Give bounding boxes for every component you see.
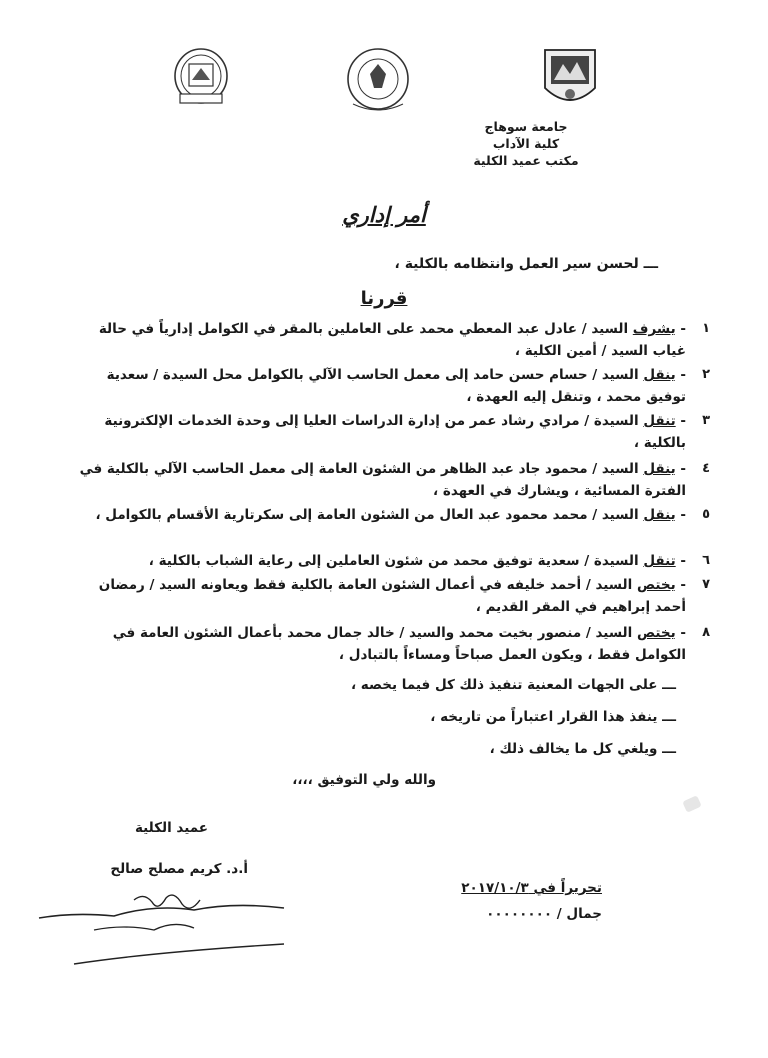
item-text: السيد / محمود جاد عبد الظاهر من الشئون العامة إلى معمل الحاسب الآلي بالكلية في الفترة المسائية ، ويشارك في العهدة ، (79, 461, 686, 499)
item-number: ٨ (702, 625, 710, 640)
decided-heading: قررنا (360, 288, 408, 309)
faculty-name: كلية الآداب (492, 136, 560, 151)
closing-line: ـــ ينفذ هذا القرار اعتباراً من تاريخه ، (430, 709, 676, 725)
faculty-committee-seal (166, 46, 236, 110)
closing-line: ـــ ويلغي كل ما يخالف ذلك ، (489, 741, 676, 757)
item-number: ١ (702, 321, 710, 336)
decision-item: ٨ - يختص السيد / منصور بخيت محمد والسيد / خالد جمال محمد بأعمال الشئون العامة في الكوامل فقط ، ويكون العمل صباحاً ومساءاً بالتبادل ، (66, 622, 686, 666)
decision-item: ٦ - تنقل السيدة / سعدية توفيق محمد من شئون العاملين إلى رعاية الشباب بالكلية ، (66, 550, 686, 572)
item-number: ٢ (702, 367, 710, 382)
item-number: ٧ (702, 577, 710, 592)
decision-item: ٤ - ينقل السيد / محمود جاد عبد الظاهر من الشئون العامة إلى معمل الحاسب الآلي بالكلية في الفترة المسائية ، ويشارك في العهدة ، (66, 458, 686, 502)
document-title: أمر إداري (342, 203, 426, 227)
university-name: جامعة سوهاج (484, 119, 568, 134)
decision-item: ٥ - ينقل السيد / محمد محمود عبد العال من الشئون العامة إلى سكرتارية الأقسام بالكوامل ، (66, 504, 686, 526)
quality-authority-seal (343, 44, 413, 114)
item-verb: يشرف (632, 321, 676, 337)
item-text: السيد / منصور بخيت محمد والسيد / خالد جمال محمد بأعمال الشئون العامة في الكوامل فقط ، ويكون العمل صباحاً ومساءاً بالتبادل ، (112, 625, 686, 663)
decision-item: ١ - يشرف السيد / عادل عبد المعطي محمد على العاملين بالمقر في الكوامل إدارياً في حالة غياب السيد / أمين الكلية ، (66, 318, 686, 362)
blessing: والله ولي التوفيق ،،،، (292, 772, 436, 788)
closing-line: ـــ على الجهات المعنية تنفيذ ذلك كل فيما يخصه ، (350, 677, 676, 693)
decision-item: ٣ - تنقل السيدة / مرادي رشاد عمر من إدارة الدراسات العليا إلى وحدة الخدمات الإلكترونية بالكلية ، (66, 410, 686, 454)
office-name: مكتب عميد الكلية (473, 153, 579, 168)
preamble: ـــ لحسن سير العمل وانتظامه بالكلية ، (394, 256, 658, 272)
date-line: تحريراً في ٢٠١٧/١٠/٣ (461, 880, 602, 896)
item-verb: ينقل (643, 507, 676, 523)
item-text: السيدة / مرادي رشاد عمر من إدارة الدراسات العليا إلى وحدة الخدمات الإلكترونية بالكلية ، (104, 413, 686, 451)
item-verb: يختص (636, 625, 676, 641)
item-text: السيد / أحمد خليفه في أعمال الشئون العامة بالكلية فقط ويعاونه السيد / رمضان أحمد إبراهيم في المقر القديم ، (98, 577, 686, 615)
item-verb: ينقل (643, 461, 676, 477)
item-number: ٤ (702, 461, 710, 476)
header-block (426, 118, 626, 169)
item-verb: تنقل (643, 553, 676, 569)
item-text: السيدة / سعدية توفيق محمد من شئون العاملين إلى رعاية الشباب بالكلية ، (148, 553, 644, 569)
signature-role: عميد الكلية (134, 820, 208, 836)
reference-line: جمال / ٠٠٠٠٠٠٠٠ (486, 906, 602, 922)
item-verb: تنقل (643, 413, 676, 429)
item-text: السيد / محمد محمود عبد العال من الشئون العامة إلى سكرتارية الأقسام بالكوامل ، (95, 507, 644, 523)
paper-mark (682, 795, 702, 813)
item-number: ٦ (702, 553, 710, 568)
item-text: السيد / عادل عبد المعطي محمد على العاملين بالمقر في الكوامل إدارياً في حالة غياب السيد / أمين الكلية ، (98, 321, 686, 359)
handwritten-signature (34, 890, 294, 974)
item-number: ٣ (702, 413, 710, 428)
decision-item: ٢ - ينقل السيد / حسام حسن حامد إلى معمل الحاسب الآلي بالكوامل محل السيدة / سعدية توفيق محمد ، وتنقل إليه العهدة ، (66, 364, 686, 408)
signature-name: أ.د. كريم مصلح صالح (110, 861, 248, 877)
item-verb: ينقل (643, 367, 676, 383)
item-number: ٥ (702, 507, 710, 522)
item-verb: يختص (636, 577, 676, 593)
decision-item: ٧ - يختص السيد / أحمد خليفه في أعمال الشئون العامة بالكلية فقط ويعاونه السيد / رمضان أحمد إبراهيم في المقر القديم ، (66, 574, 686, 618)
item-text: السيد / حسام حسن حامد إلى معمل الحاسب الآلي بالكوامل محل السيدة / سعدية توفيق محمد ، وتنقل إليه العهدة ، (106, 367, 686, 405)
sohag-university-logo (539, 44, 601, 114)
